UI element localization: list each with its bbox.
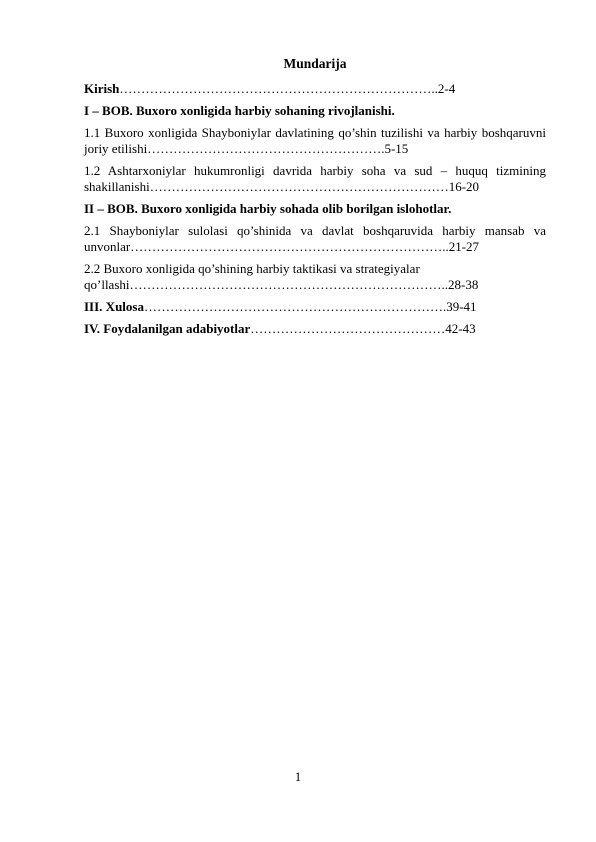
toc-entry-1-1 xyxy=(84,125,546,157)
toc-entry-xulosa xyxy=(84,299,546,315)
document-page xyxy=(84,56,546,343)
page-number: 1 xyxy=(294,770,302,784)
toc-entry-label: 2.1 Shayboniylar sulolasi qo’shinida va davlat boshqaruvida harbiy mansab va unvonlar xyxy=(84,223,546,254)
toc-title: Mundarija xyxy=(283,56,347,71)
toc-chapter-heading-1: I – BOB. Buxoro xonligida harbiy sohaning rivojlanishi. xyxy=(84,103,395,118)
toc-leader: …………………………………………………………… xyxy=(149,179,449,194)
toc-page-range: 39-41 xyxy=(446,299,477,314)
toc-entry-adabiyotlar xyxy=(84,321,546,337)
toc-page-range: 42-43 xyxy=(445,321,476,336)
toc-leader: ……………………………………………………………….. xyxy=(119,81,438,96)
toc-entry-label: IV. Foydalanilgan adabiyotlar xyxy=(84,321,251,336)
toc-page-range: 2-4 xyxy=(437,81,456,96)
toc-entry-label: Kirish xyxy=(84,81,120,96)
toc-entry-2-1 xyxy=(84,223,546,255)
toc-entry-label: 2.2 Buxoro xonligida qo’shining harbiy taktikasi va strategiyalar qo’llashi xyxy=(84,261,420,292)
toc-leader: ……………………………………………………………. xyxy=(143,299,447,314)
toc-entry-label: III. Xulosa xyxy=(84,299,144,314)
toc-page-range: 5-15 xyxy=(384,141,409,156)
toc-page-range: 28-38 xyxy=(448,277,479,292)
toc-page-range: 21-27 xyxy=(448,239,480,254)
toc-entry-2-2 xyxy=(84,261,546,293)
toc-leader: ……………………………………………………………….. xyxy=(129,277,448,292)
toc-entry-label: 1.1 Buxoro xonligida Shayboniylar davlatining qo’shin tuzilishi va harbiy boshqaruvni joriy etilishi xyxy=(84,125,546,156)
toc-entry-label: 1.2 Ashtarxoniylar hukumronligi davrida harbiy soha va sud – huquq tizmining shakillanishi xyxy=(84,163,546,194)
toc-chapter-heading-2: II – BOB. Buxoro xonligida harbiy sohada olib borilgan islohotlar. xyxy=(84,201,452,216)
toc-leader: ……………………………………… xyxy=(250,321,446,336)
toc-leader: ………………………………………………. xyxy=(147,141,385,156)
toc-page-range: 16-20 xyxy=(448,179,480,194)
toc-entry-1-2 xyxy=(84,163,546,195)
toc-leader: ……………………………………………………………….. xyxy=(130,239,449,254)
toc-entry-kirish xyxy=(84,81,546,97)
